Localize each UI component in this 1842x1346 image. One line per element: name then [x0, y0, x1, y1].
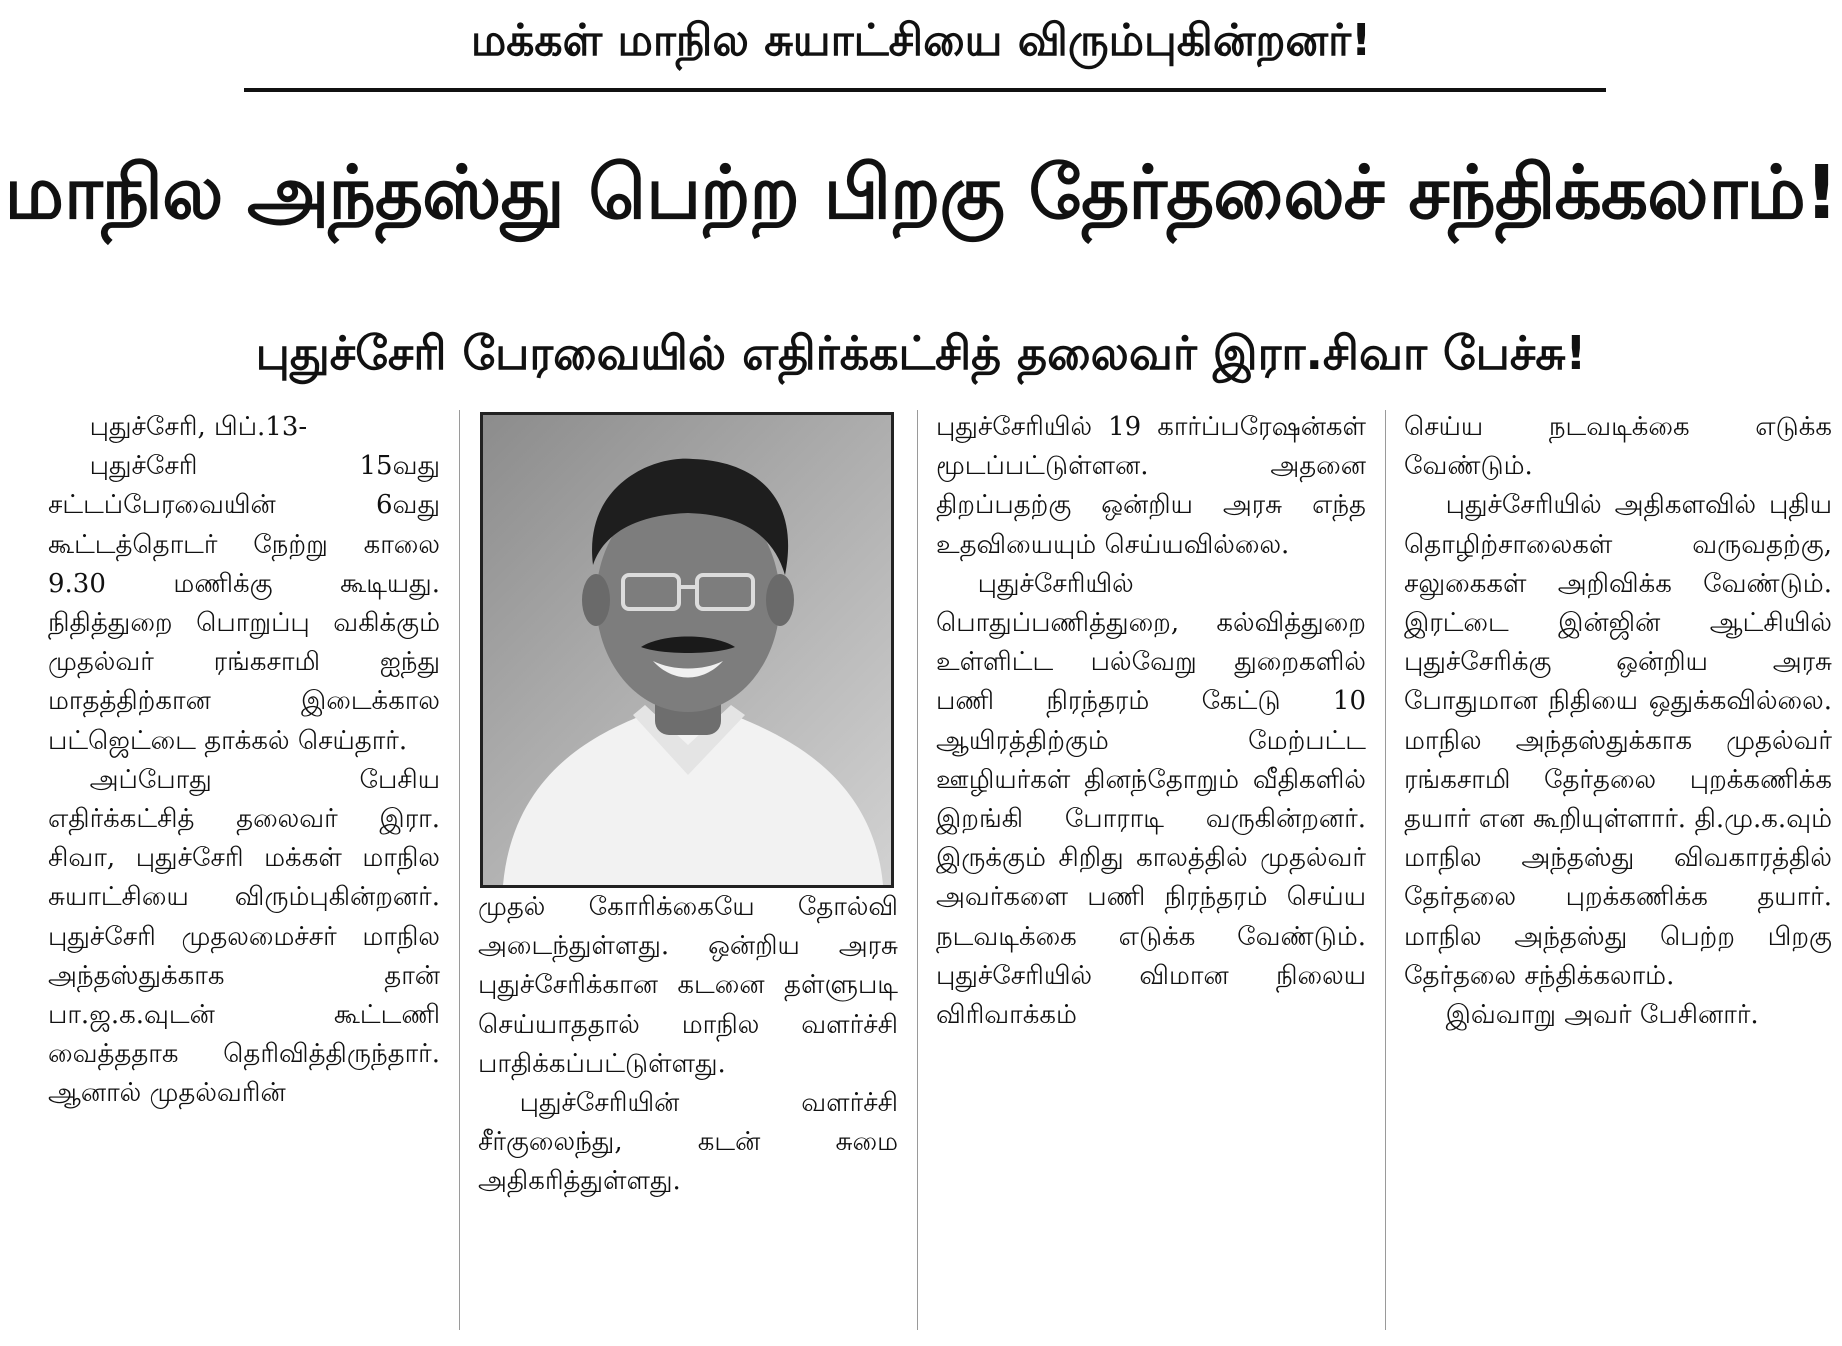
- body-paragraph: முதல் கோரிக்கையே தோல்வி அடைந்துள்ளது. ஒன்றிய அரசு புதுச்சேரிக்கான கடனை தள்ளுபடி செய்யாததால் மாநில வளர்ச்சி பாதிக்கப்பட்டுள்ளது.: [478, 892, 898, 1079]
- body-paragraph: அப்போது பேசிய எதிர்க்கட்சித் தலைவர் இரா. சிவா, புதுச்சேரி மக்கள் மாநில சுயாட்சியை விரும்புகின்றனர். புதுச்சேரி முதலமைச்சர் மாநில அந்தஸ்துக்காக தான் பா.ஜ.க.வுடன் கூட்டணி வைத்ததாக தெரிவித்திருந்தார். ஆனால் முதல்வரின்: [48, 764, 440, 1109]
- body-paragraph: செய்ய நடவடிக்கை எடுக்க வேண்டும்.: [1404, 412, 1832, 482]
- body-paragraph: புதுச்சேரியின் வளர்ச்சி சீர்குலைந்து, கடன் சுமை அதிகரித்துள்ளது.: [478, 1088, 898, 1197]
- dateline: புதுச்சேரி, பிப்.13-: [89, 412, 308, 442]
- article-column-4: [1404, 408, 1832, 1035]
- article-column-2: [478, 888, 898, 1202]
- article-column-3: [936, 408, 1366, 1035]
- body-paragraph: புதுச்சேரியில் பொதுப்பணித்துறை, கல்வித்துறை உள்ளிட்ட பல்வேறு துறைகளில் பணி நிரந்தரம் கேட்டு 10 ஆயிரத்திற்கும் மேற்பட்ட ஊழியர்கள் தினந்தோறும் வீதிகளில் இறங்கி போராடி வருகின்றனர். இருக்கும் சிறிது காலத்தில் முதல்வர் அவர்களை பணி நிரந்தரம் செய்ய நடவடிக்கை எடுக்க வேண்டும். புதுச்சேரியில் விமான நிலைய விரிவாக்கம்: [936, 568, 1366, 1031]
- column-divider: [459, 410, 460, 1330]
- portrait-photo: [480, 412, 894, 888]
- body-paragraph: புதுச்சேரி 15வது சட்டப்பேரவையின் 6வது கூட்டத்தொடர் நேற்று காலை 9.30 மணிக்கு கூடியது. நிதித்துறை பொறுப்பு வகிக்கும் முதல்வர் ரங்கசாமி ஐந்து மாதத்திற்கான இடைக்கால பட்ஜெட்டை தாக்கல் செய்தார்.: [48, 451, 440, 756]
- closing-paragraph: இவ்வாறு அவர் பேசினார்.: [1445, 1000, 1759, 1031]
- column-divider: [917, 410, 918, 1330]
- column-divider: [1385, 410, 1386, 1330]
- kicker-underline: [244, 88, 1606, 92]
- body-paragraph: புதுச்சேரியில் அதிகளவில் புதிய தொழிற்சாலைகள் வருவதற்கு, சலுகைகள் அறிவிக்க வேண்டும். இரட்டை இன்ஜின் ஆட்சியில் புதுச்சேரிக்கு ஒன்றிய அரசு போதுமான நிதியை ஒதுக்கவில்லை. மாநில அந்தஸ்துக்காக முதல்வர் ரங்கசாமி தேர்தலை புறக்கணிக்க தயார் என கூறியுள்ளார். தி.மு.க.வும் மாநில அந்தஸ்து விவகாரத்தில் தேர்தலை புறக்கணிக்க தயார். மாநில அந்தஸ்து பெற்ற பிறகு தேர்தலை சந்திக்கலாம்.: [1404, 490, 1832, 991]
- kicker-headline: மக்கள் மாநில சுயாட்சியை விரும்புகின்றனர்!: [470, 15, 1372, 66]
- sub-headline: புதுச்சேரி பேரவையில் எதிர்க்கட்சித் தலைவர் இரா.சிவா பேச்சு!: [255, 326, 1587, 380]
- article-column-1: [48, 408, 440, 1114]
- portrait-illustration: [483, 415, 891, 885]
- main-headline: மாநில அந்தஸ்து பெற்ற பிறகு தேர்தலைச் சந்திக்கலாம்!: [4, 150, 1838, 236]
- body-paragraph: புதுச்சேரியில் 19 கார்ப்பரேஷன்கள் மூடப்பட்டுள்ளன. அதனை திறப்பதற்கு ஒன்றிய அரசு எந்த உதவியையும் செய்யவில்லை.: [936, 412, 1366, 560]
